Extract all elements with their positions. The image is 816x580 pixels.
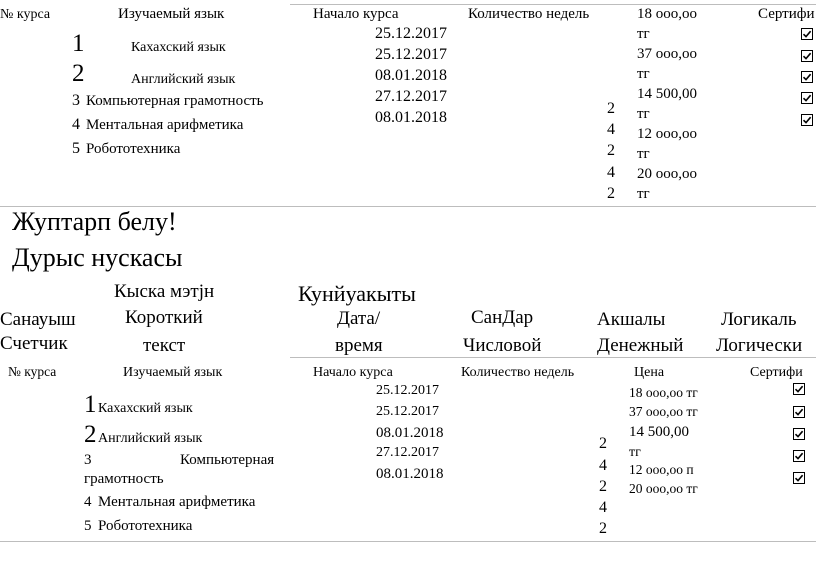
t1-row-4-num: 4	[72, 116, 80, 133]
page-subtitle: Дурыс нускасы	[12, 243, 183, 272]
t2-row-3-num: 3	[84, 452, 92, 468]
t1-row-1-price-currency: тг	[637, 26, 650, 42]
t1-row-3-date: 08.01.2018	[375, 67, 447, 84]
t2-row-3-price-currency: тг	[629, 445, 641, 460]
type-money-ru: Денежный	[597, 335, 684, 356]
t1-row-1-price: 18 ооо,оо	[637, 6, 697, 22]
t1-row-3-price-currency: тг	[637, 106, 650, 122]
t2-row-4-cert-checkbox[interactable]	[793, 450, 805, 462]
t2-row-4-weeks: 4	[599, 499, 607, 516]
type-short-ru-2: текст	[143, 335, 186, 356]
t2-header-lang: Изучаемый язык	[123, 365, 223, 380]
page-title: Жуптарп белу!	[12, 207, 177, 236]
t1-row-3-num: 3	[72, 92, 80, 109]
t2-row-3-cert-checkbox[interactable]	[793, 428, 805, 440]
t2-row-4-price: 12 ооо,оо п	[629, 462, 694, 477]
type-datetime-kz: Кунйуакыты	[298, 281, 416, 306]
t2-row-2-lang: Английский язык	[98, 431, 203, 446]
t2-header-start: Начало курса	[313, 365, 393, 380]
table-1-top-rule	[290, 4, 816, 5]
t2-row-5-cert-checkbox[interactable]	[793, 472, 805, 484]
t2-header-weeks: Количество недель	[461, 365, 575, 380]
t1-row-2-price-currency: тг	[637, 66, 650, 82]
t2-row-3-weeks: 2	[599, 478, 607, 495]
t1-row-2-date: 25.12.2017	[375, 46, 447, 63]
t2-row-3-lang-cont: грамотность	[84, 471, 164, 487]
type-logical-kz: Логикаль	[721, 309, 797, 330]
t1-row-4-weeks: 4	[607, 164, 615, 181]
t1-row-4-price-currency: тг	[637, 146, 650, 162]
t1-header-lang: Изучаемый язык	[118, 6, 225, 22]
t1-row-3-weeks: 2	[607, 142, 615, 159]
t2-row-1-price: 18 ооо,оо тг	[629, 385, 698, 400]
t1-row-4-cert-checkbox[interactable]	[801, 92, 813, 104]
type-money-kz: Акшалы	[597, 309, 666, 330]
t1-header-cert: Сертифи	[758, 6, 815, 22]
t2-row-2-num: 2	[84, 421, 97, 448]
table-2-bottom-rule	[0, 541, 816, 542]
t1-row-2-price: 37 ооо,оо	[637, 46, 697, 62]
type-short-kz: Кыска мэтјн	[114, 281, 215, 302]
type-numeric-kz: СанДар	[471, 307, 534, 328]
type-datetime-ru-2: время	[335, 335, 383, 356]
t1-row-5-cert-checkbox[interactable]	[801, 114, 813, 126]
t1-row-1-date: 25.12.2017	[375, 25, 447, 42]
t2-header-num: № курса	[8, 364, 57, 379]
t1-row-3-lang: Компьютерная грамотность	[86, 93, 264, 109]
t1-row-2-lang: Английский язык	[131, 72, 236, 87]
t1-row-1-weeks: 2	[607, 100, 615, 117]
t2-row-5-num: 5	[84, 518, 92, 534]
type-counter-kz: Санауыш	[0, 309, 76, 330]
t1-header-start: Начало курса	[313, 6, 399, 22]
t2-row-1-cert-checkbox[interactable]	[793, 383, 805, 395]
t1-row-4-lang: Ментальная арифметика	[86, 117, 244, 133]
t2-row-4-lang: Ментальная арифметика	[98, 494, 256, 510]
t1-row-2-weeks: 4	[607, 121, 615, 138]
type-counter-ru: Счетчик	[0, 333, 68, 354]
table-2-top-rule	[290, 357, 816, 358]
t2-row-3-date: 08.01.2018	[376, 425, 444, 441]
t1-header-num: № курса	[0, 7, 51, 22]
t1-row-3-cert-checkbox[interactable]	[801, 71, 813, 83]
t2-header-price: Цена	[634, 365, 665, 380]
t2-row-3-lang: Компьютерная	[180, 452, 275, 468]
t2-row-5-weeks: 2	[599, 520, 607, 537]
t2-row-2-cert-checkbox[interactable]	[793, 406, 805, 418]
t1-row-5-price: 20 ооо,оо	[637, 166, 697, 182]
t2-row-1-lang: Кахахский язык	[98, 401, 193, 416]
t2-row-5-price: 20 ооо,оо тг	[629, 481, 698, 496]
t1-header-weeks: Количество недель	[468, 6, 590, 22]
type-datetime-ru-1: Дата/	[337, 308, 381, 329]
t1-row-1-lang: Кахахский язык	[131, 40, 226, 55]
t1-row-5-weeks: 2	[607, 185, 615, 202]
t1-row-2-cert-checkbox[interactable]	[801, 50, 813, 62]
t2-row-5-date: 08.01.2018	[376, 466, 444, 482]
t1-row-5-date: 08.01.2018	[375, 109, 447, 126]
t2-row-2-date: 25.12.2017	[376, 404, 439, 419]
t1-row-2-num: 2	[72, 60, 85, 87]
t1-row-4-price: 12 ооо,оо	[637, 126, 697, 142]
type-numeric-ru: Числовой	[463, 335, 542, 356]
t2-row-3-price: 14 500,00	[629, 424, 689, 440]
t2-row-1-date: 25.12.2017	[376, 383, 439, 398]
type-short-ru-1: Короткий	[125, 307, 203, 328]
t2-row-2-price: 37 ооо,оо тг	[629, 404, 698, 419]
t2-row-1-weeks: 2	[599, 435, 607, 452]
t2-row-5-lang: Робототехника	[98, 518, 193, 534]
t2-row-4-date: 27.12.2017	[376, 445, 439, 460]
t2-row-1-num: 1	[84, 391, 97, 418]
t1-row-1-num: 1	[72, 30, 85, 57]
t1-row-1-cert-checkbox[interactable]	[801, 28, 813, 40]
t1-row-4-date: 27.12.2017	[375, 88, 447, 105]
t1-row-3-price: 14 500,00	[637, 86, 697, 102]
t1-row-5-num: 5	[72, 140, 80, 157]
t1-row-5-lang: Робототехника	[86, 141, 181, 157]
t2-row-2-weeks: 4	[599, 457, 607, 474]
t2-header-cert: Сертифи	[750, 365, 803, 380]
type-logical-ru: Логически	[716, 335, 803, 356]
t1-row-5-price-currency: тг	[637, 186, 650, 202]
t2-row-4-num: 4	[84, 494, 92, 510]
